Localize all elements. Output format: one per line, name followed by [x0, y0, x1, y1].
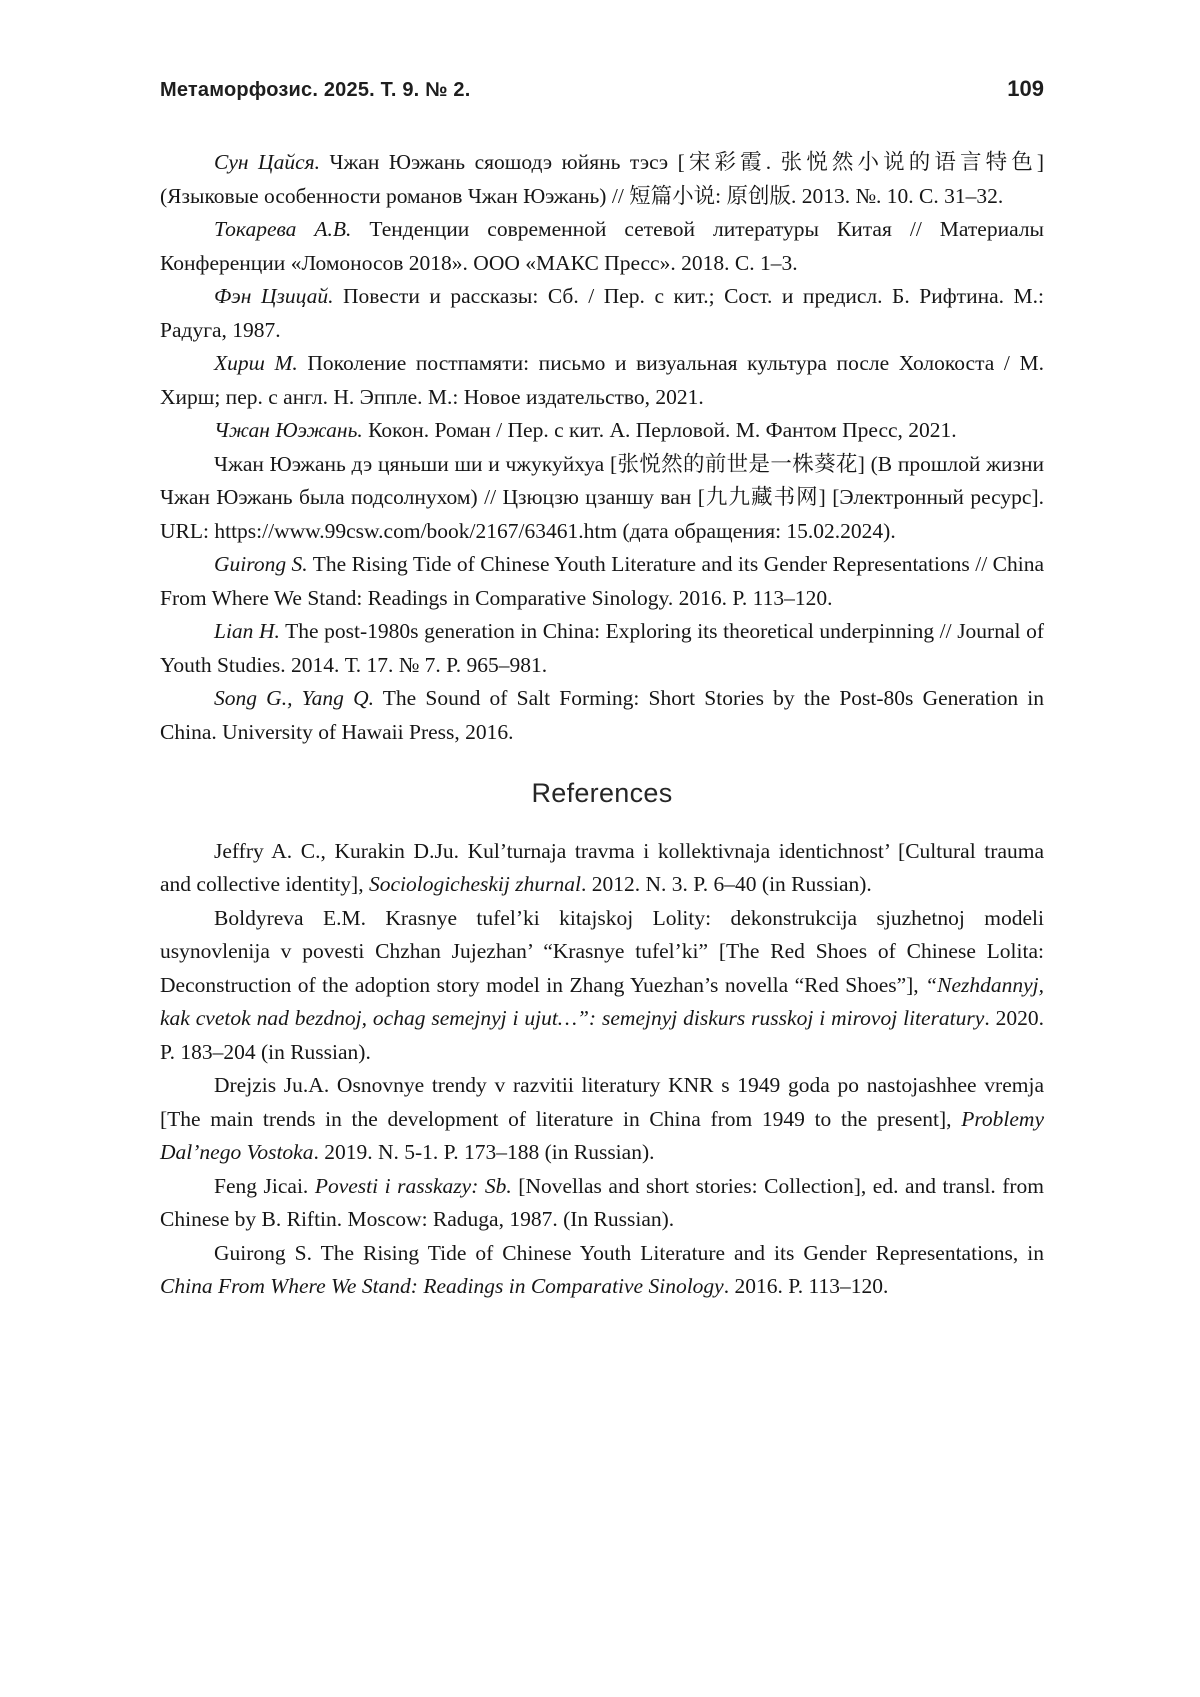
- journal-title: Метаморфозис. 2025. Т. 9. № 2.: [160, 79, 471, 101]
- entry-run-italic: Чжан Юэжань.: [214, 418, 363, 442]
- entry-run-italic: Фэн Цзицай.: [214, 284, 334, 308]
- bibliography-entry: [160, 414, 1044, 448]
- page-header: [160, 76, 1044, 102]
- reference-entry: [160, 1237, 1044, 1304]
- entry-run-italic: Guirong S.: [214, 552, 308, 576]
- bibliography-entry: [160, 548, 1044, 615]
- bibliography-entry: [160, 146, 1044, 213]
- entry-run: Boldyreva E.M. Krasnye tufel’ki kitajskoj Lolity: dekonstrukcija sjuzhetnoj modeli usynovlenija v povesti Chzhan Jujezhan’ “Krasnye tufel’ki” [The Red Shoes of Chinese Lolita: Deconstruction of the adoption story model in Zhang Yuezhan’s novella “Red Shoes”],: [160, 905, 1044, 997]
- entry-run-italic: Токарева А.В.: [214, 217, 352, 241]
- entry-run-italic: Sociologicheskij zhurnal: [368, 872, 581, 896]
- entry-run-italic: “Nezhdannyj, kak cvetok nad bezdnoj, ochag semejnyj i ujut…”: semejnyj diskurs russkoj i mirovoj literatury: [160, 972, 1044, 1030]
- bibliography-entry: [160, 682, 1044, 749]
- entry-run-italic: Povesti i rasskazy: Sb.: [314, 1173, 512, 1198]
- bibliography-entry: [160, 347, 1044, 414]
- entry-run-italic: Song G., Yang Q.: [214, 686, 374, 710]
- entry-run-italic: Хирш М.: [214, 351, 298, 375]
- reference-entry: [160, 835, 1044, 902]
- entry-run: Кокон. Роман / Пер. с кит. А. Перловой. М. Фантом Пресс, 2021.: [362, 418, 957, 442]
- bibliography-entry: [160, 213, 1044, 280]
- entry-run: Чжан Юэжань дэ цяньши ши и чжукуйхуа [张悦然的前世是一株葵花] (В прошлой жизни Чжан Юэжань была подсолнухом) // Цзюцзю цзаншу ван [九九藏书网] [Электронный ресурс]. URL: https://www.99csw.com/book/2167/63461.htm (дата обращения: 15.02.2024).: [160, 451, 1044, 543]
- entry-run: Повести и рассказы: Сб. / Пер. с кит.; Сост. и предисл. Б. Рифтина. М.: Радуга, 1987.: [160, 284, 1044, 342]
- page-body: [160, 146, 1044, 1304]
- bibliography-list: [160, 146, 1044, 749]
- references-list: [160, 835, 1044, 1304]
- entry-run: . 2016. P. 113–120.: [723, 1274, 889, 1298]
- entry-run: . 2020. P. 183–204 (in Russian).: [160, 1006, 1044, 1064]
- entry-run: The post-1980s generation in China: Exploring its theoretical underpinning // Journal of Youth Studies. 2014. Т. 17. № 7. P. 965–981.: [160, 619, 1044, 677]
- page-number: 109: [1007, 76, 1044, 101]
- entry-run: Drejzis Ju.A. Osnovnye trendy v razvitii literatury KNR s 1949 goda po nastojashhee vremja [The main trends in the development of literature in China from 1949 to the present],: [160, 1073, 1044, 1131]
- references-heading: References: [531, 778, 673, 808]
- entry-run: Guirong S. The Rising Tide of Chinese Youth Literature and its Gender Representations, in: [214, 1240, 1044, 1265]
- entry-run: The Rising Tide of Chinese Youth Literature and its Gender Representations // China From Where We Stand: Readings in Comparative Sinology. 2016. P. 113–120.: [160, 552, 1044, 610]
- entry-run: Тенденции современной сетевой литературы Китая // Материалы Конференции «Ломоносов 2018». ООО «МАКС Пресс». 2018. С. 1–3.: [160, 217, 1044, 275]
- entry-run: . 2019. N. 5-1. P. 173–188 (in Russian).: [313, 1140, 655, 1164]
- entry-run-italic: Сун Цайся.: [214, 150, 320, 174]
- reference-entry: [160, 902, 1044, 1070]
- bibliography-entry: [160, 448, 1044, 549]
- reference-entry: [160, 1170, 1044, 1237]
- entry-run: Поколение постпамяти: письмо и визуальная культура после Холокоста / М. Хирш; пер. с англ. Н. Эппле. М.: Новое издательство, 2021.: [160, 351, 1044, 409]
- bibliography-entry: [160, 615, 1044, 682]
- entry-run: The Sound of Salt Forming: Short Stories by the Post-80s Generation in China. University of Hawaii Press, 2016.: [160, 686, 1044, 744]
- entry-run: Jeffry A. C., Kurakin D.Ju. Kul’turnaja travma i kollektivnaja identichnost’ [Cultural trauma and collective identity],: [160, 838, 1044, 896]
- entry-run: Feng Jicai.: [214, 1173, 315, 1198]
- entry-run-italic: Problemy Dal’nego Vostoka: [160, 1106, 1044, 1164]
- entry-run-italic: China From Where We Stand: Readings in Comparative Sinology: [160, 1274, 724, 1298]
- entry-run: . 2012. N. 3. P. 6–40 (in Russian).: [580, 872, 872, 896]
- entry-run: [Novellas and short stories: Collection], ed. and transl. from Chinese by B. Riftin. Moscow: Raduga, 1987. (In Russian).: [160, 1173, 1045, 1231]
- reference-entry: [160, 1069, 1044, 1170]
- entry-run-italic: Lian H.: [214, 619, 280, 643]
- bibliography-entry: [160, 280, 1044, 347]
- entry-run: Чжан Юэжань сяошодэ юйянь тэсэ [宋彩霞. 张悦然小说的语言特色] (Языковые особенности романов Чжан Юэжань) // 短篇小说: 原创版. 2013. №. 10. С. 31–32.: [160, 150, 1044, 208]
